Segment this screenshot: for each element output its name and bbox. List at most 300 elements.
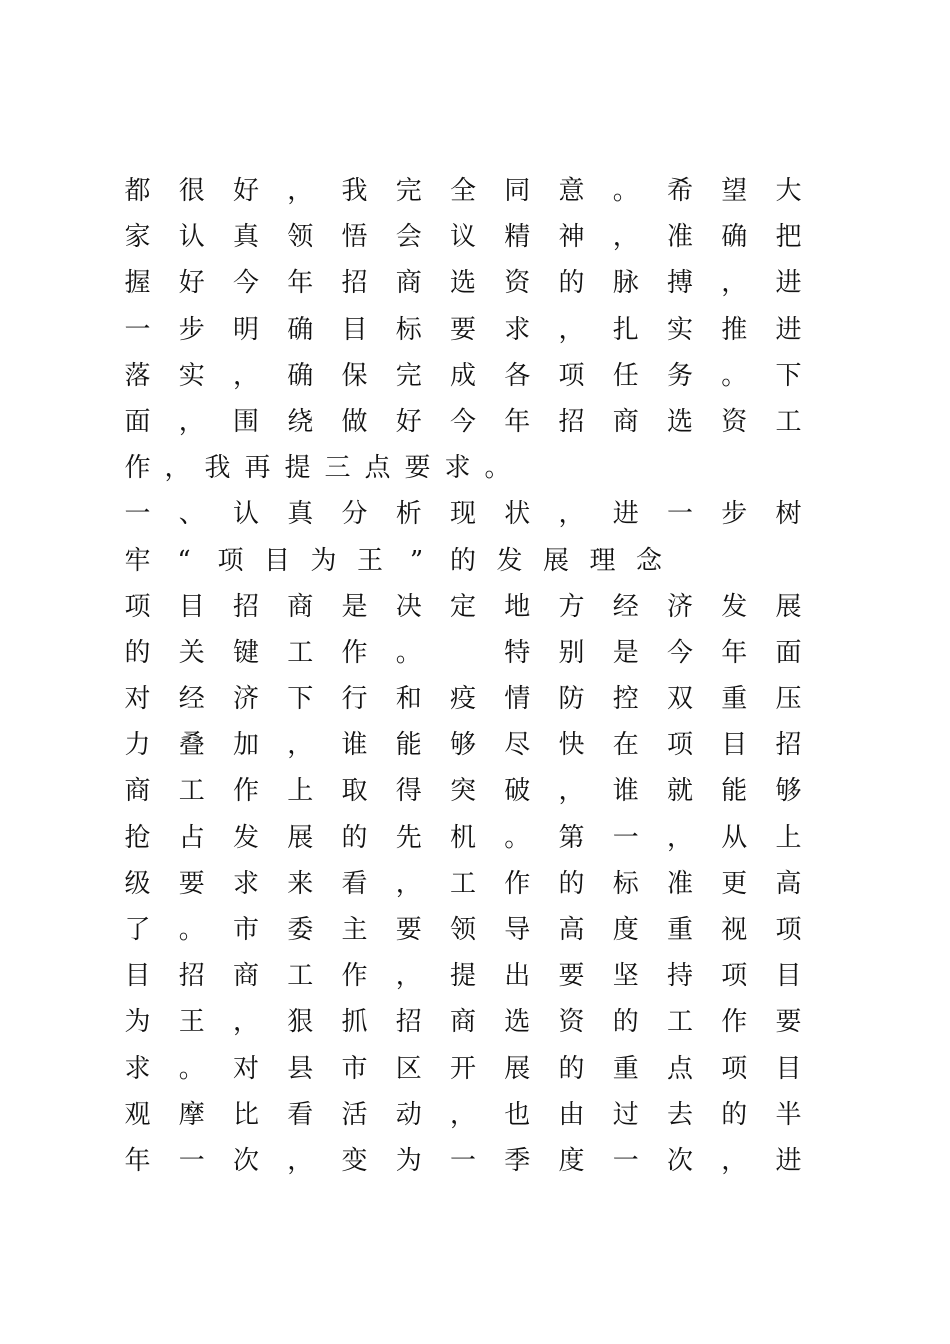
text-glyph: 确 (287, 360, 314, 391)
text-glyph: 求 (504, 314, 531, 345)
text-glyph: 一 (612, 1145, 639, 1176)
text-glyph: 的 (341, 822, 368, 853)
text-glyph: 行 (341, 684, 368, 715)
text-glyph: 半 (775, 1099, 802, 1130)
text-glyph: ， (178, 406, 205, 437)
text-glyph: 项 (558, 360, 585, 391)
text-glyph: 的 (721, 1099, 748, 1130)
text-glyph: 要 (395, 915, 422, 945)
text-glyph: 资 (504, 268, 531, 299)
text-glyph: 突 (449, 776, 476, 807)
text-glyph: 准 (666, 868, 693, 899)
text-glyph: 要 (449, 314, 476, 345)
text-glyph: 商 (287, 591, 314, 622)
text-line (124, 538, 802, 584)
text-glyph: 压 (775, 684, 802, 715)
text-glyph: 和 (395, 684, 422, 715)
text-glyph: 年 (124, 1145, 151, 1176)
text-glyph: 围 (232, 406, 259, 437)
text-glyph: 树 (775, 499, 802, 530)
text-glyph: 商 (232, 961, 259, 992)
text-glyph: ， (666, 822, 693, 853)
text-glyph: 市 (341, 1053, 368, 1084)
text-glyph: 。 (721, 360, 748, 391)
text-glyph: 为 (395, 1145, 422, 1176)
text-glyph: 精 (504, 222, 531, 253)
text-glyph: 点 (364, 453, 391, 484)
text-glyph: 过 (612, 1099, 639, 1130)
text-glyph: 更 (721, 868, 748, 899)
text-glyph: 的 (558, 268, 585, 299)
text-glyph: 上 (287, 776, 314, 807)
text-glyph: 点 (666, 1053, 693, 1084)
text-glyph: 把 (775, 222, 802, 253)
text-glyph: 目 (178, 591, 205, 622)
text-line (124, 630, 802, 676)
text-glyph: 搏 (666, 268, 693, 299)
text-line (124, 445, 802, 491)
text-glyph: 的 (558, 868, 585, 899)
text-glyph: 看 (287, 1099, 314, 1130)
text-line (124, 353, 802, 399)
text-glyph: 看 (341, 868, 368, 899)
text-glyph: 地 (504, 591, 531, 622)
text-glyph: 议 (449, 222, 476, 253)
text-glyph: 破 (504, 776, 531, 807)
text-glyph: 的 (449, 545, 476, 576)
text-glyph: 确 (721, 222, 748, 253)
text-glyph: 下 (287, 684, 314, 715)
text-glyph: 今 (666, 637, 693, 668)
text-glyph: ， (558, 776, 585, 807)
text-glyph: 力 (124, 730, 151, 761)
text-glyph: 选 (449, 268, 476, 299)
text-line (124, 260, 802, 306)
text-glyph: 实 (666, 314, 693, 345)
text-glyph: 各 (504, 360, 531, 391)
text-glyph: 作 (721, 1007, 748, 1038)
text-glyph: 一 (178, 1145, 205, 1176)
text-glyph: 脉 (612, 268, 639, 299)
text-glyph: 高 (775, 868, 802, 899)
text-glyph: 一 (124, 314, 151, 345)
text-glyph: 工 (178, 776, 205, 807)
text-glyph: 状 (504, 499, 531, 530)
text-glyph: 步 (721, 499, 748, 530)
text-glyph: 度 (558, 1145, 585, 1176)
text-glyph: 同 (504, 176, 531, 206)
text-glyph: 要 (178, 868, 205, 899)
text-glyph: 级 (124, 868, 151, 899)
text-glyph: ， (558, 314, 585, 345)
text-glyph: 完 (395, 176, 422, 206)
text-glyph: 主 (341, 915, 368, 945)
text-line (124, 1138, 802, 1184)
text-glyph (450, 630, 477, 676)
text-glyph: 推 (721, 314, 748, 345)
text-glyph: 区 (395, 1053, 422, 1084)
text-glyph: 别 (558, 637, 585, 668)
text-glyph: 要 (775, 1007, 802, 1038)
text-glyph: 三 (324, 453, 351, 484)
text-glyph: 对 (232, 1053, 259, 1084)
text-glyph: 要 (558, 961, 585, 992)
text-glyph: 对 (124, 684, 151, 715)
text-line (124, 861, 802, 907)
text-glyph: 工 (666, 1007, 693, 1038)
text-glyph: 招 (341, 268, 368, 299)
text-glyph: 第 (558, 822, 585, 853)
text-glyph: 。 (178, 1053, 205, 1084)
text-glyph: 要 (404, 453, 431, 484)
text-glyph: 项 (721, 961, 748, 992)
text-glyph: 进 (775, 314, 802, 345)
text-glyph: 现 (449, 499, 476, 530)
text-glyph: 进 (612, 499, 639, 530)
text-glyph: 能 (395, 730, 422, 761)
text-glyph: 目 (263, 545, 290, 576)
text-glyph: 资 (721, 406, 748, 437)
text-glyph: 高 (558, 915, 585, 945)
text-glyph: 县 (287, 1053, 314, 1084)
text-glyph: 经 (612, 591, 639, 622)
text-line (124, 491, 802, 537)
text-glyph: 认 (232, 499, 259, 530)
text-glyph: ， (287, 730, 314, 761)
text-glyph: 快 (558, 730, 585, 761)
text-glyph: ， (558, 499, 585, 530)
text-glyph: 作 (124, 453, 151, 484)
text-glyph: 为 (124, 1007, 151, 1038)
text-glyph: 工 (287, 961, 314, 992)
text-glyph: 尽 (504, 730, 531, 761)
text-glyph: 发 (496, 545, 523, 576)
text-glyph: 是 (341, 591, 368, 622)
text-glyph: 意 (558, 176, 585, 206)
text-line (124, 307, 802, 353)
text-glyph: 今 (449, 406, 476, 437)
text-line (124, 1092, 802, 1138)
text-glyph: 王 (178, 1007, 205, 1038)
text-glyph: 展 (775, 591, 802, 622)
text-glyph: ， (395, 868, 422, 899)
text-glyph: 开 (449, 1053, 476, 1084)
text-glyph: 比 (232, 1099, 259, 1130)
text-line (124, 999, 802, 1045)
text-glyph: 商 (395, 268, 422, 299)
text-glyph: 我 (341, 176, 368, 206)
text-glyph: 绕 (287, 406, 314, 437)
text-glyph: 年 (721, 637, 748, 668)
text-glyph: 实 (178, 360, 205, 391)
text-glyph: 真 (232, 222, 259, 253)
text-glyph: 键 (232, 637, 259, 668)
text-glyph: ， (395, 961, 422, 992)
text-glyph: 认 (178, 222, 205, 253)
text-glyph: 年 (504, 406, 531, 437)
text-glyph: 一 (612, 822, 639, 853)
text-glyph: 叠 (178, 730, 205, 761)
text-glyph: 提 (284, 453, 311, 484)
text-glyph: 标 (612, 868, 639, 899)
text-glyph: 抓 (341, 1007, 368, 1038)
text-glyph: 扎 (612, 314, 639, 345)
text-glyph: 目 (341, 314, 368, 345)
text-glyph: 双 (666, 684, 693, 715)
text-glyph: ， (612, 222, 639, 253)
text-glyph: 希 (666, 176, 693, 206)
text-glyph: 领 (449, 915, 476, 945)
text-glyph: 观 (124, 1099, 151, 1130)
text-glyph: 保 (341, 360, 368, 391)
text-glyph: 关 (178, 637, 205, 668)
text-glyph: 决 (395, 591, 422, 622)
text-glyph: 下 (775, 360, 802, 391)
text-glyph: 机 (449, 822, 476, 853)
text-glyph: 任 (612, 360, 639, 391)
text-glyph: 。 (612, 176, 639, 206)
text-glyph: 活 (341, 1099, 368, 1130)
text-glyph: 谁 (612, 776, 639, 807)
text-glyph: 的 (612, 1007, 639, 1038)
text-glyph: 抢 (124, 822, 151, 853)
text-glyph: 招 (775, 730, 802, 761)
text-glyph: 面 (124, 406, 151, 437)
text-glyph: 作 (341, 637, 368, 668)
text-glyph: 全 (449, 176, 476, 206)
text-glyph: 商 (612, 406, 639, 437)
text-glyph: 很 (178, 176, 205, 206)
text-glyph: 视 (721, 915, 748, 945)
text-glyph: 确 (287, 314, 314, 345)
text-glyph: 提 (449, 961, 476, 992)
text-glyph: 标 (395, 314, 422, 345)
text-glyph: 来 (287, 868, 314, 899)
text-glyph: 牢 (124, 545, 151, 576)
text-glyph: 能 (721, 776, 748, 807)
text-glyph: 目 (775, 1053, 802, 1084)
text-line (124, 953, 802, 999)
text-glyph: 防 (558, 684, 585, 715)
text-glyph: 项 (721, 1053, 748, 1084)
text-glyph: 招 (558, 406, 585, 437)
text-glyph: 取 (341, 776, 368, 807)
text-glyph: ， (232, 1007, 259, 1038)
text-glyph: ， (449, 1099, 476, 1130)
text-glyph: 的 (558, 1053, 585, 1084)
text-glyph: 招 (232, 591, 259, 622)
text-glyph: 次 (232, 1145, 259, 1176)
text-glyph: 进 (775, 1145, 802, 1176)
text-glyph: 。 (504, 822, 531, 853)
text-glyph: 目 (721, 730, 748, 761)
text-glyph: ， (721, 1145, 748, 1176)
text-glyph: 是 (612, 637, 639, 668)
text-glyph: 济 (232, 684, 259, 715)
text-glyph: 。 (395, 637, 422, 668)
text-glyph: 求 (232, 868, 259, 899)
text-glyph: 一 (666, 499, 693, 530)
text-glyph: 成 (449, 360, 476, 391)
text-glyph: 项 (666, 730, 693, 761)
text-glyph: 招 (395, 1007, 422, 1038)
text-glyph: 商 (449, 1007, 476, 1038)
text-glyph: 求 (124, 1053, 151, 1084)
text-glyph: 疫 (449, 684, 476, 715)
text-line (124, 676, 802, 722)
text-glyph: 重 (612, 1053, 639, 1084)
text-glyph: 好 (395, 406, 422, 437)
text-glyph: 目 (775, 961, 802, 992)
text-glyph: ， (721, 268, 748, 299)
text-glyph: 的 (124, 637, 151, 668)
text-glyph: 都 (124, 176, 151, 206)
text-glyph: 导 (504, 915, 531, 945)
text-glyph: 年 (287, 268, 314, 299)
text-glyph: 重 (721, 684, 748, 715)
text-glyph: 出 (504, 961, 531, 992)
text-glyph: 加 (232, 730, 259, 761)
text-glyph: 情 (504, 684, 531, 715)
text-glyph: 占 (178, 822, 205, 853)
text-glyph: 好 (178, 268, 205, 299)
text-glyph: 狠 (287, 1007, 314, 1038)
text-glyph: 变 (341, 1145, 368, 1176)
text-glyph: 从 (721, 822, 748, 853)
text-glyph: 作 (341, 961, 368, 992)
text-glyph: 工 (775, 406, 802, 437)
text-glyph: 务 (666, 360, 693, 391)
text-glyph: 会 (395, 222, 422, 253)
text-glyph: 明 (232, 314, 259, 345)
text-glyph: 控 (612, 684, 639, 715)
text-glyph: 进 (775, 268, 802, 299)
text-glyph: 谁 (341, 730, 368, 761)
text-glyph: 望 (721, 176, 748, 206)
text-line (124, 168, 802, 214)
text-glyph: 展 (287, 822, 314, 853)
text-glyph: ” (409, 545, 424, 576)
text-glyph: 家 (124, 222, 151, 253)
text-glyph: 今 (232, 268, 259, 299)
text-glyph: 落 (124, 360, 151, 391)
text-glyph: 我 (204, 453, 231, 484)
text-glyph: 度 (612, 915, 639, 945)
text-glyph: 资 (558, 1007, 585, 1038)
text-glyph: 作 (232, 776, 259, 807)
text-glyph: ， (287, 1145, 314, 1176)
text-glyph: 大 (775, 176, 802, 206)
text-glyph: 委 (287, 915, 314, 945)
text-line (124, 214, 802, 260)
text-glyph: 项 (775, 915, 802, 945)
text-line (124, 584, 802, 630)
text-glyph: 重 (666, 915, 693, 945)
text-glyph: 上 (775, 822, 802, 853)
text-glyph: 商 (124, 776, 151, 807)
text-glyph: 去 (666, 1099, 693, 1130)
text-glyph: 够 (775, 776, 802, 807)
text-glyph: 一 (124, 499, 151, 530)
text-glyph: 市 (232, 915, 259, 945)
text-glyph: 工 (449, 868, 476, 899)
text-glyph: 悟 (341, 222, 368, 253)
text-glyph: 一 (449, 1145, 476, 1176)
text-glyph: 招 (178, 961, 205, 992)
text-glyph: 步 (178, 314, 205, 345)
text-glyph: 目 (124, 961, 151, 992)
text-glyph: 够 (449, 730, 476, 761)
text-line (124, 722, 802, 768)
text-glyph: 求 (444, 453, 471, 484)
text-glyph: 。 (178, 915, 205, 945)
text-glyph: ， (287, 176, 314, 206)
text-glyph: 准 (666, 222, 693, 253)
text-glyph: 真 (287, 499, 314, 530)
text-glyph: 在 (612, 730, 639, 761)
text-glyph: 再 (244, 453, 271, 484)
text-glyph: 完 (395, 360, 422, 391)
text-glyph: 发 (721, 591, 748, 622)
text-glyph: 定 (449, 591, 476, 622)
text-glyph: 领 (287, 222, 314, 253)
text-glyph: 了 (124, 915, 151, 945)
text-glyph: “ (177, 545, 191, 576)
text-glyph: 由 (558, 1099, 585, 1130)
text-line (124, 399, 802, 445)
body-text (124, 168, 802, 1184)
text-glyph: 方 (558, 591, 585, 622)
text-glyph: 特 (504, 637, 531, 668)
text-glyph: 理 (589, 545, 616, 576)
text-glyph: 分 (341, 499, 368, 530)
text-glyph: 王 (356, 545, 383, 576)
text-glyph: 做 (341, 406, 368, 437)
text-glyph: 项 (124, 591, 151, 622)
text-glyph: 季 (504, 1145, 531, 1176)
text-glyph: 念 (635, 545, 662, 576)
text-glyph: 选 (666, 406, 693, 437)
text-glyph: 济 (666, 591, 693, 622)
text-glyph: 展 (504, 1053, 531, 1084)
text-glyph: 得 (395, 776, 422, 807)
text-glyph: 作 (504, 868, 531, 899)
text-line (124, 768, 802, 814)
text-glyph: 发 (232, 822, 259, 853)
text-line (124, 907, 802, 953)
text-glyph: 析 (395, 499, 422, 530)
text-glyph: 经 (178, 684, 205, 715)
text-glyph: 握 (124, 268, 151, 299)
text-glyph: 神 (558, 222, 585, 253)
text-glyph: ， (232, 360, 259, 391)
text-glyph: 也 (504, 1099, 531, 1130)
text-glyph: 。 (484, 453, 511, 484)
text-glyph: 选 (504, 1007, 531, 1038)
text-glyph: 持 (666, 961, 693, 992)
text-glyph: 工 (287, 637, 314, 668)
text-glyph: 展 (542, 545, 569, 576)
text-glyph: ， (164, 453, 191, 484)
text-glyph: 动 (395, 1099, 422, 1130)
text-glyph: 先 (395, 822, 422, 853)
text-glyph: 项 (217, 545, 244, 576)
text-glyph: 面 (775, 637, 802, 668)
text-glyph: 摩 (178, 1099, 205, 1130)
text-glyph: 好 (232, 176, 259, 206)
text-line (124, 815, 802, 861)
text-line (124, 1046, 802, 1092)
